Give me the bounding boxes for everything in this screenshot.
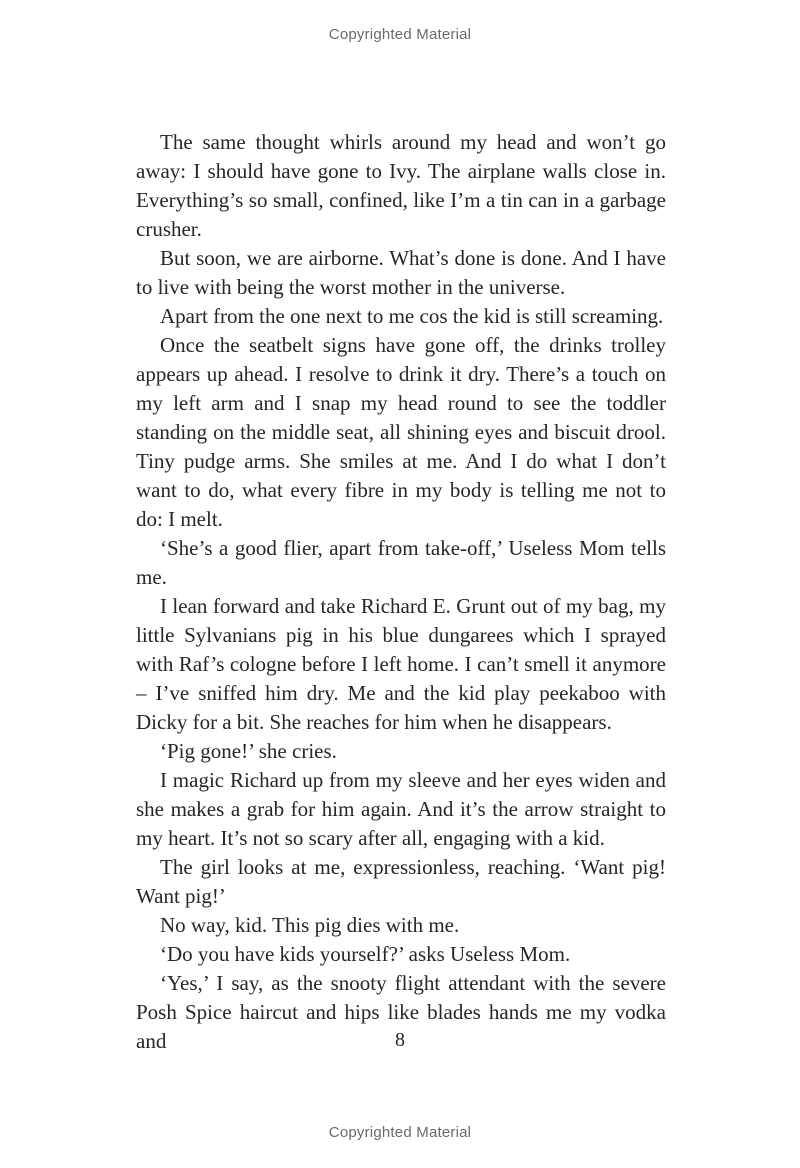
copyright-watermark-top: Copyrighted Material (328, 26, 472, 43)
paragraph: No way, kid. This pig dies with me. (160, 913, 460, 937)
page-number: 8 (395, 1029, 405, 1051)
paragraph: ‘She’s a good flier, apart from take-off,’ Useless Mom tells me. (136, 536, 666, 589)
paragraph: The same thought whirls around my head and won’t go away: I should have gone to Ivy. The airplane walls close in. Everything’s so small, confined, like I’m a tin can in a garbage crusher. (136, 130, 666, 241)
paragraph: But soon, we are airborne. What’s done is done. And I have to live with being the worst mother in the universe. (136, 246, 666, 299)
paragraph: Once the seatbelt signs have gone off, the drinks trolley appears up ahead. I resolve to drink it dry. There’s a touch on my left arm and I snap my head round to see the toddler standing on the middle seat, all shining eyes and biscuit drool. Tiny pudge arms. She smiles at me. And I do what I don’t want to do, what every fibre in my body is telling me not to do: I melt. (136, 333, 666, 531)
book-page-text (136, 128, 666, 1056)
copyright-watermark-bottom: Copyrighted Material (328, 1124, 472, 1141)
paragraph: I magic Richard up from my sleeve and her eyes widen and she makes a grab for him again. And it’s the arrow straight to my heart. It’s not so scary after all, engaging with a kid. (136, 768, 666, 850)
paragraph: I lean forward and take Richard E. Grunt out of my bag, my little Sylvanians pig in his blue dungarees which I sprayed with Raf’s cologne before I left home. I can’t smell it anymore – I’ve sniffed him dry. Me and the kid play peekaboo with Dicky for a bit. She reaches for him when he disappears. (136, 594, 666, 734)
paragraph: Apart from the one next to me cos the kid is still screaming. (160, 304, 664, 328)
paragraph: ‘Yes,’ I say, as the snooty flight attendant with the severe Posh Spice haircut and hips like blades hands me my vodka and (136, 971, 666, 1053)
paragraph: The girl looks at me, expressionless, reaching. ‘Want pig! Want pig!’ (136, 855, 666, 908)
paragraph: ‘Do you have kids yourself?’ asks Useless Mom. (160, 942, 571, 966)
paragraph: ‘Pig gone!’ she cries. (160, 739, 337, 763)
